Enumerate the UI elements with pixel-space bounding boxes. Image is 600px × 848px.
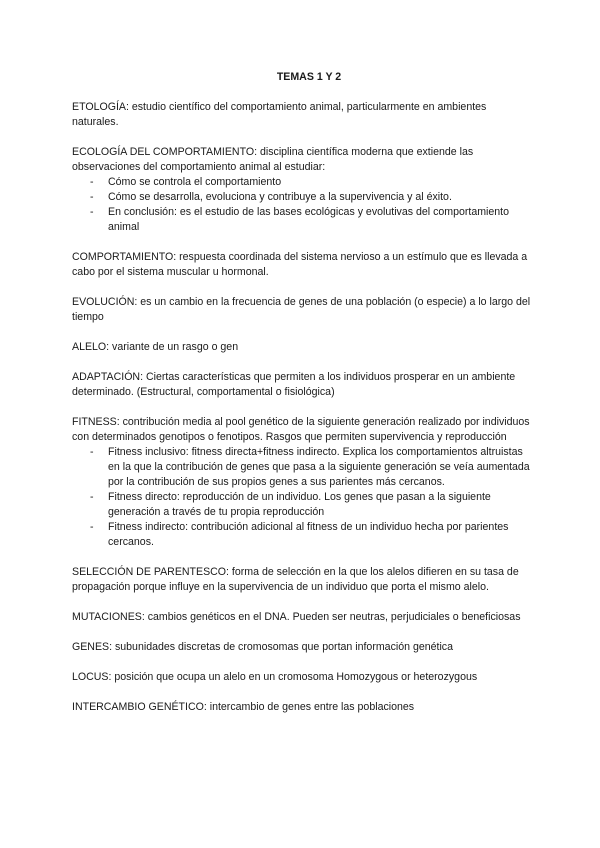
list-item: - Cómo se controla el comportamiento [72,175,532,190]
document-title: TEMAS 1 Y 2 [276,71,342,83]
list-item: - Fitness inclusivo: fitness directa+fitness indirecto. Explica los comportamientos altruistas en la que la contribución de genes que pasa a la siguiente generación se veía aumentada por la contribución de sus propios genes a sus parientes más cercanos. [72,445,532,490]
genes-definition: GENES: subunidades discretas de cromosomas que portan información genética [72,641,453,653]
seleccion-definition: SELECCIÓN DE PARENTESCO: forma de selección en la que los alelos difieren en su tasa de propagación porque influye en la supervivencia de un individuo que porta el mismo alelo. [72,566,519,593]
document-page [72,70,532,730]
list-item: - Cómo se desarrolla, evoluciona y contribuye a la supervivencia y al éxito. [72,190,532,205]
mutaciones-definition: MUTACIONES: cambios genéticos en el DNA. Pueden ser neutras, perjudiciales o beneficiosas [72,611,521,623]
alelo-definition: ALELO: variante de un rasgo o gen [72,341,239,353]
etologia-definition: ETOLOGÍA: estudio científico del comportamiento animal, particularmente en ambientes naturales. [72,101,487,128]
fitness-list [72,445,532,550]
locus-definition: LOCUS: posición que ocupa un alelo en un cromosoma Homozygous or heterozygous [72,671,478,683]
evolucion-definition: EVOLUCIÓN: es un cambio en la frecuencia de genes de una población (o especie) a lo largo del tiempo [72,296,531,323]
list-item: - Fitness indirecto: contribución adicional al fitness de un individuo hecha por parientes cercanos. [72,520,532,550]
intercambio-definition: INTERCAMBIO GENÉTICO: intercambio de genes entre las poblaciones [72,701,415,713]
ecologia-definition: ECOLOGÍA DEL COMPORTAMIENTO: disciplina científica moderna que extiende las observaciones del comportamiento animal al estudiar: [72,146,474,173]
fitness-definition: FITNESS: contribución media al pool genético de la siguiente generación realizado por individuos con determinados genotipos o fenotipos. Rasgos que permiten supervivencia y reproducción [72,416,530,443]
comportamiento-definition: COMPORTAMIENTO: respuesta coordinada del sistema nervioso a un estímulo que es llevada a cabo por el sistema muscular u hormonal. [72,251,528,278]
list-item: - En conclusión: es el estudio de las bases ecológicas y evolutivas del comportamiento animal [72,205,532,235]
adaptacion-definition: ADAPTACIÓN: Ciertas características que permiten a los individuos prosperar en un ambiente determinado. (Estructural, comportamental o fisiológica) [72,371,516,398]
list-item: - Fitness directo: reproducción de un individuo. Los genes que pasan a la siguiente generación a través de tu propia reproducción [72,490,532,520]
ecologia-list [72,175,532,235]
